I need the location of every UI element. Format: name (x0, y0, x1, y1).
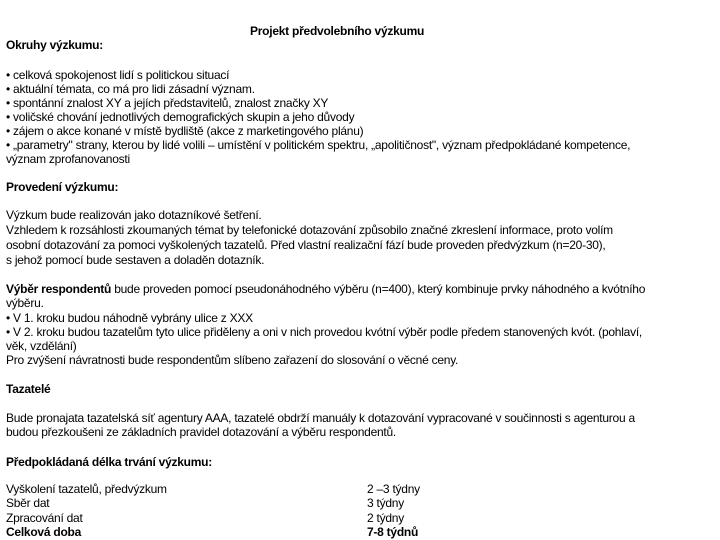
duration-total-time: 7-8 týdnů (367, 525, 419, 539)
selection-bold: Výběr respondentů (6, 282, 112, 296)
duration-time: 2 –3 týdny (367, 482, 420, 496)
execution-heading: Provedení výzkumu: (6, 180, 119, 194)
selection-line: • V 2. kroku budou tazatelům tyto ulice přiděleny a oni v nich provedou kvótní výběr podle předem stanovených kvót. (pohlaví, (6, 325, 642, 339)
selection-paragraph (6, 282, 645, 296)
topic-item: • zájem o akce konané v místě bydliště (akce z marketingového plánu) (6, 124, 364, 138)
duration-time: 2 týdny (367, 511, 404, 525)
topics-heading: Okruhy výzkumu: (6, 38, 103, 52)
interviewers-line: budou přezkoušeni ze základních pravidel dotazování a výběru respondentů. (6, 425, 397, 439)
selection-rest: bude proveden pomocí pseudonáhodného výběru (n=400), který kombinuje prvky náhodného a kvótního (111, 282, 646, 296)
execution-line: s jehož pomocí bude sestaven a doladěn dotazník. (6, 253, 265, 267)
selection-line: • V 1. kroku budou náhodně vybrány ulice z XXX (6, 311, 253, 325)
execution-line: Výzkum bude realizován jako dotazníkové šetření. (6, 208, 262, 222)
document-title: Projekt předvolebního výzkumu (250, 24, 425, 38)
selection-line: výběru. (6, 296, 44, 310)
topic-item: • spontánní znalost XY a jejích představitelů, znalost značky XY (6, 96, 329, 110)
duration-task: Sběr dat (6, 496, 50, 510)
interviewers-heading: Tazatelé (6, 382, 51, 396)
execution-line: osobní dotazování za pomoci vyškolených tazatelů. Před vlastní realizační fází bude proveden předvýzkum (n=20-30), (6, 238, 606, 252)
topic-item: • voličské chování jednotlivých demografických skupin a jeho důvody (6, 110, 355, 124)
topic-item: • celková spokojenost lidí s politickou situací (6, 68, 230, 82)
duration-time: 3 týdny (367, 496, 404, 510)
selection-line: Pro zvýšení návratnosti bude respondentům slíbeno zařazení do slosování o věcné ceny. (6, 353, 459, 367)
duration-task: Zpracování dat (6, 511, 83, 525)
duration-task: Vyškolení tazatelů, předvýzkum (6, 482, 167, 496)
selection-line: věk, vzdělání) (6, 339, 77, 353)
duration-total-label: Celková doba (6, 525, 82, 539)
duration-heading: Předpokládaná délka trvání výzkumu: (6, 455, 212, 469)
execution-line: Vzhledem k rozsáhlosti zkoumaných témat by telefonické dotazování způsobilo značné zkreslení informace, proto volím (6, 223, 613, 237)
topic-item: • „parametry" strany, kterou by lidé volili – umístění v politickém spektru, „apolitičnost", význam předpokládané kompetence, (6, 138, 631, 152)
interviewers-line: Bude pronajata tazatelská síť agentury AAA, tazatelé obdrží manuály k dotazování vypracované v součinnosti s agenturou a (6, 411, 635, 425)
topic-item: • aktuální témata, co má pro lidi zásadní význam. (6, 82, 255, 96)
topic-item: význam zprofanovanosti (6, 152, 130, 166)
